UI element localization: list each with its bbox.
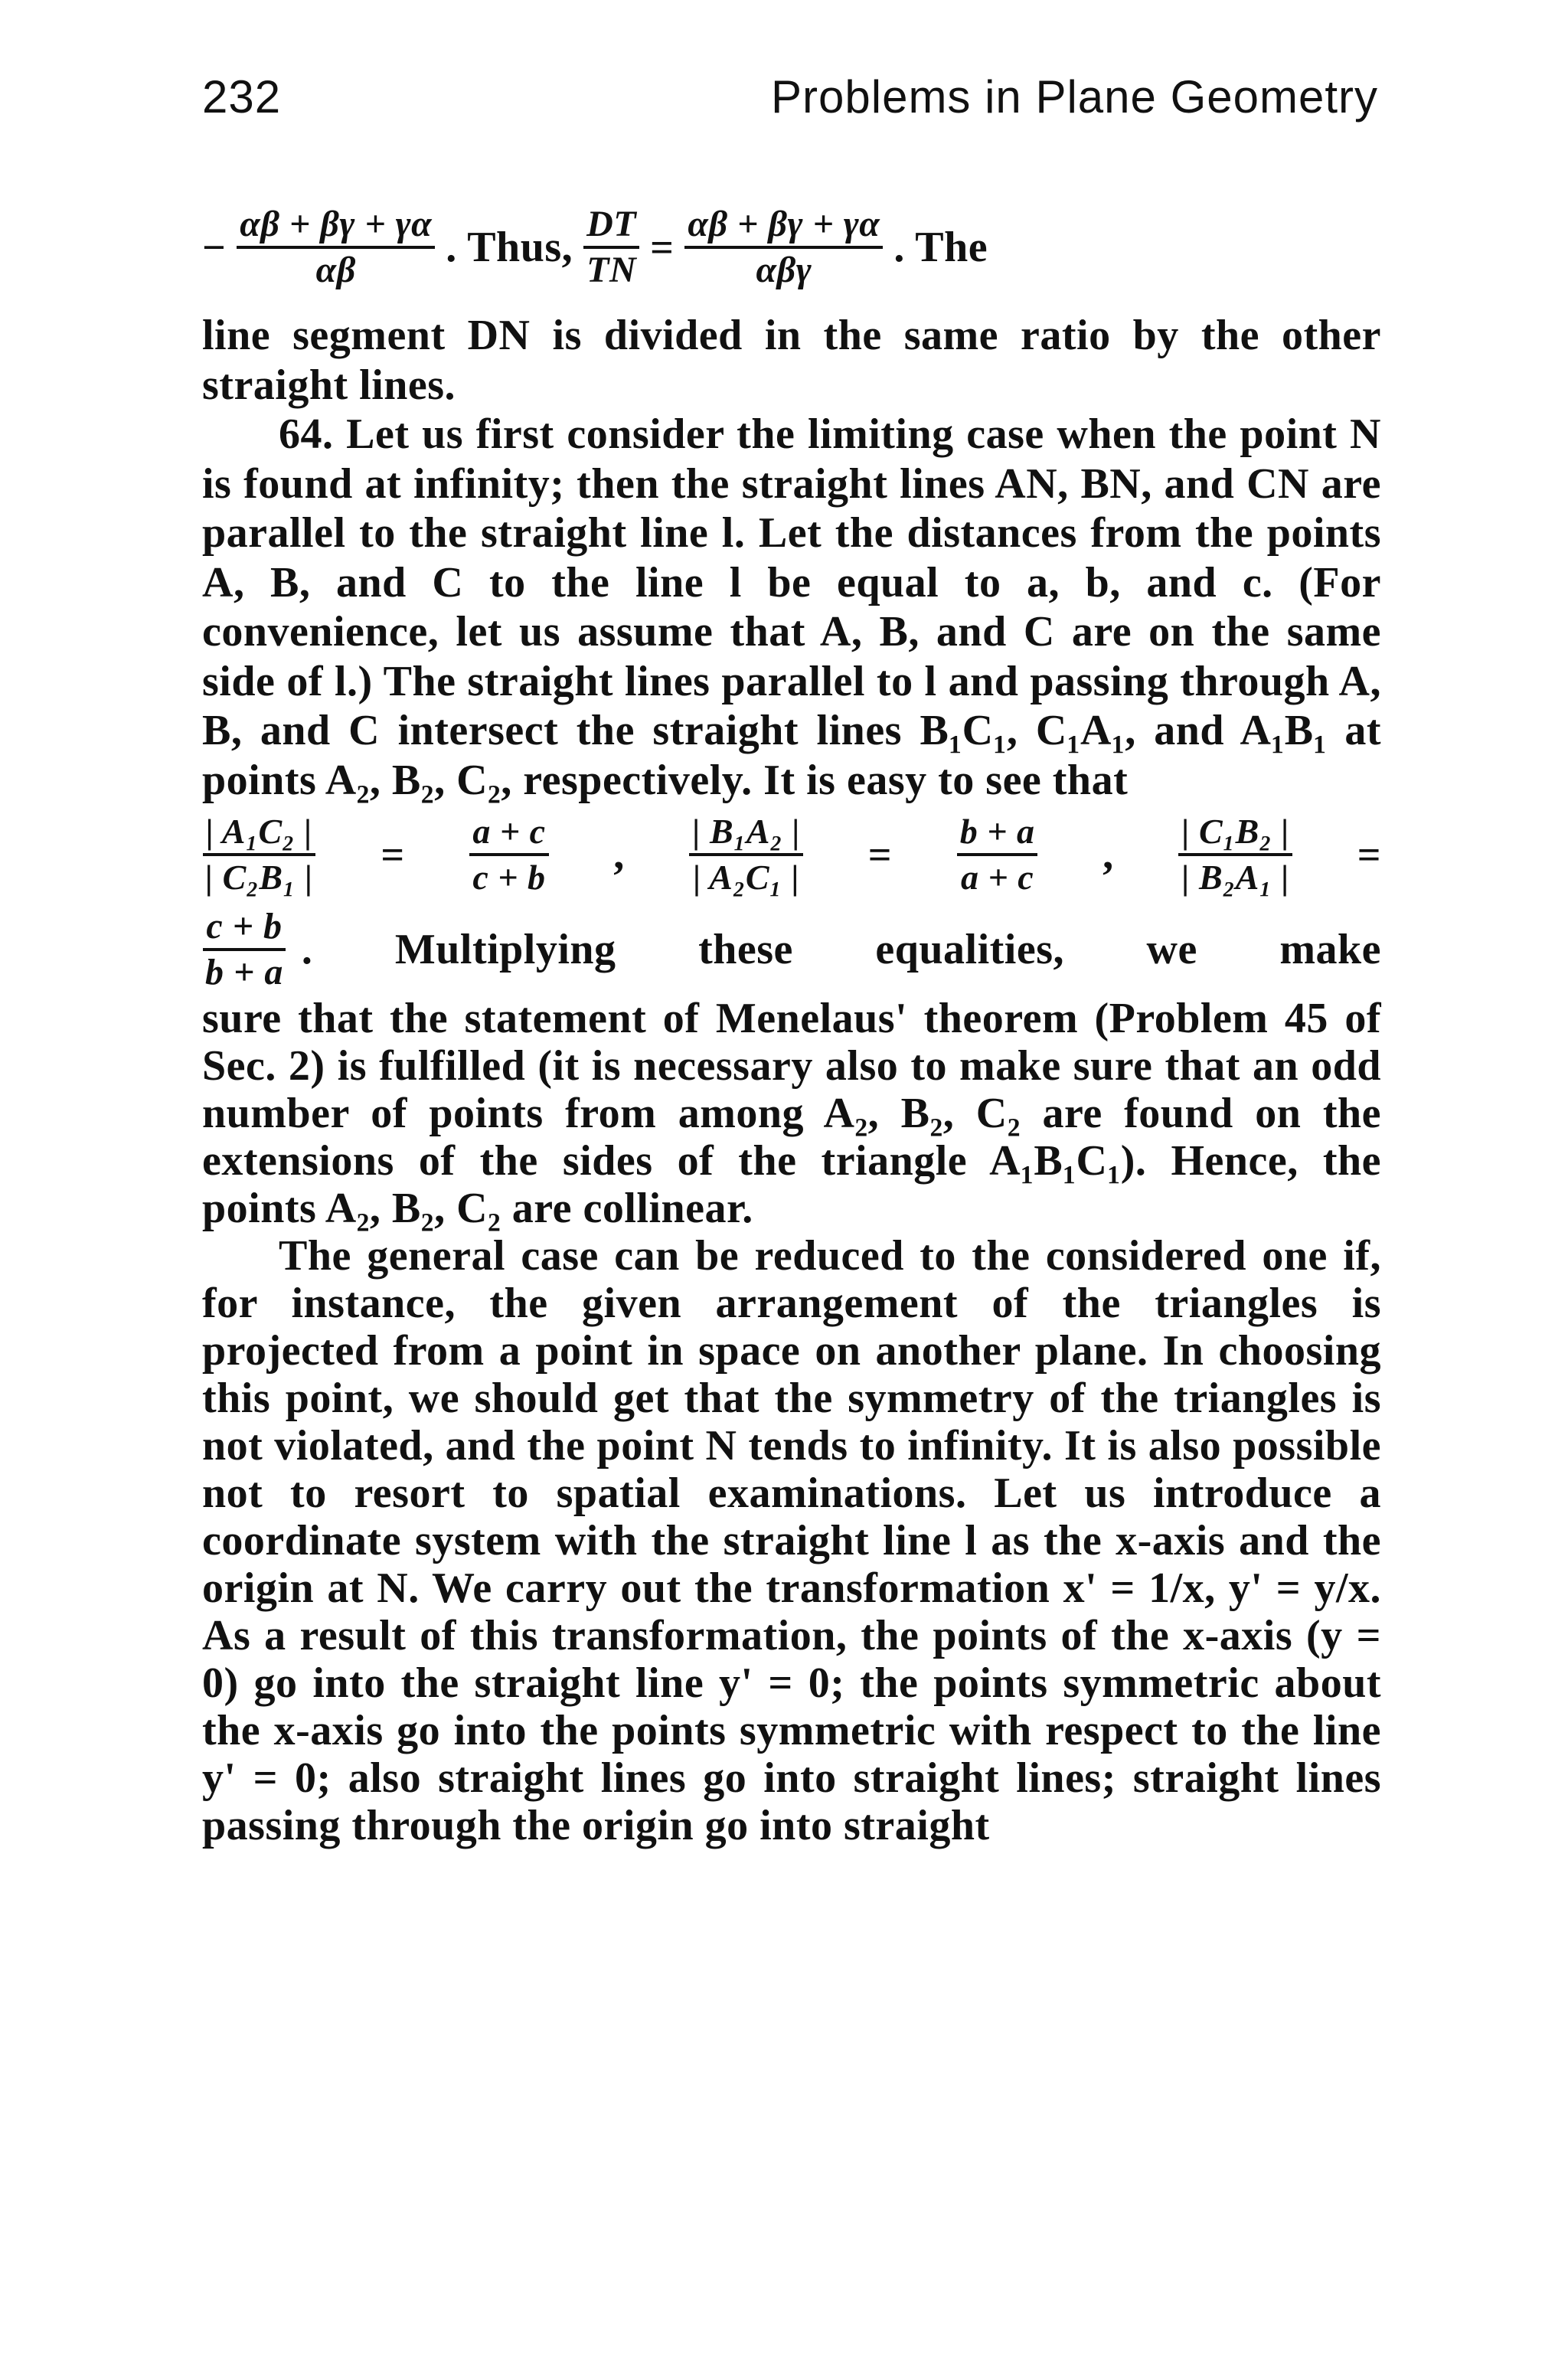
fraction-denominator: αβ xyxy=(315,250,356,290)
fraction xyxy=(469,812,548,897)
page-number: 232 xyxy=(202,71,282,123)
paragraph: sure that the statement of Menelaus' theorem (Problem 45 of Sec. 2) is fulfilled (it is necessary also to make sure that an odd number of points from among A₂, B₂, C₂ are found on the extensions of the sides of the triangle A₁B₁C₁). Hence, the points A₂, B₂, C₂ are collinear. xyxy=(202,995,1381,1232)
body-text xyxy=(202,184,1381,1849)
fraction-denominator: | C₂B₁ | xyxy=(205,858,313,897)
fraction-denominator: | B₂A₁ | xyxy=(1181,858,1290,897)
fraction xyxy=(689,812,803,897)
fraction-denominator: αβγ xyxy=(756,250,812,290)
fraction-denominator: | A₂C₁ | xyxy=(693,858,800,897)
fraction xyxy=(237,205,435,289)
thus-text: . Thus, xyxy=(446,223,573,271)
equals-sign: = xyxy=(1357,831,1381,878)
equals-sign: = xyxy=(381,831,405,878)
equals-sign: = xyxy=(650,224,675,270)
paragraph: The general case can be reduced to the considered one if, for instance, the given arrangement of the triangles is projected from a point in space on another plane. In choosing this point, we should get that the symmetry of the triangles is not violated, and the point N tends to infinity. It is also possible not to resort to spatial examinations. Let us introduce a coordinate system with the straight line l as the x-axis and the origin at N. We carry out the transformation x' = 1/x, y' = y/x. As a result of this transformation, the points of the x-axis (y = 0) go into the straight line y' = 0; the points symmetric about the x-axis go into the points symmetric with respect to the line y' = 0; also straight lines go into straight lines; straight lines passing through the origin go into straight xyxy=(202,1232,1381,1849)
fraction-numerator: αβ + βγ + γα xyxy=(684,205,883,249)
fraction-numerator: c + b xyxy=(203,907,285,951)
comma: , xyxy=(1102,830,1114,878)
fraction-denominator: TN xyxy=(586,250,637,290)
fraction-numerator: | A₁C₂ | xyxy=(203,812,315,856)
fraction xyxy=(684,205,883,289)
fraction-numerator: | C₁B₂ | xyxy=(1178,812,1292,856)
equation-ratios xyxy=(202,805,1381,904)
fraction xyxy=(583,205,639,289)
equation-ratio-dt-tn xyxy=(202,184,1381,311)
equation-last-fraction xyxy=(202,904,1381,995)
fraction-numerator: | B₁A₂ | xyxy=(689,812,803,856)
equals-sign: = xyxy=(867,831,893,878)
the-text: . The xyxy=(893,223,988,271)
fraction-denominator: b + a xyxy=(205,952,283,992)
fraction-numerator: αβ + βγ + γα xyxy=(237,205,435,249)
paragraph: line segment DN is divided in the same ratio by the other straight lines. xyxy=(202,312,1381,409)
running-title: Problems in Plane Geometry xyxy=(771,71,1378,123)
comma: , xyxy=(613,830,625,878)
minus-sign: − xyxy=(202,224,227,270)
fraction-numerator: DT xyxy=(583,205,639,249)
fraction-denominator: c + b xyxy=(472,858,546,897)
page-header xyxy=(202,70,1378,123)
fraction-denominator: a + c xyxy=(961,858,1034,897)
fraction-numerator: b + a xyxy=(957,812,1038,856)
fraction xyxy=(202,812,316,897)
fraction xyxy=(202,907,286,992)
paragraph-64: 64. Let us first consider the limiting case when the point N is found at infinity; then the straight lines AN, BN, and CN are parallel to the straight line l. Let the distances from the points A, B, and C to the line l be equal to a, b, and c. (For convenience, let us assume that A, B, and C are on the same side of l.) The straight lines parallel to l and passing through A, B, and C intersect the straight lines B₁C₁, C₁A₁, and A₁B₁ at points A₂, B₂, C₂, respectively. It is easy to see that xyxy=(202,410,1381,804)
fraction xyxy=(1178,812,1292,897)
fraction-numerator: a + c xyxy=(469,812,548,856)
fraction xyxy=(957,812,1038,897)
multiplying-text: . Multiplying these equalities, we make xyxy=(301,925,1381,973)
